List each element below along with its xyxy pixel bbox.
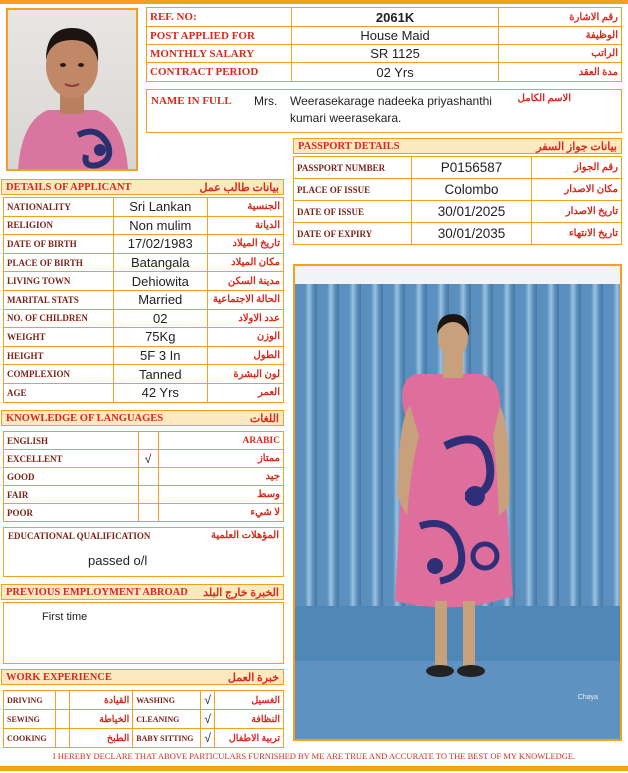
education-box [3,527,284,577]
work-skill-label: COOKING [4,729,56,748]
name-box [146,89,622,133]
top-border [0,0,628,4]
photo-watermark [578,694,598,701]
applicant-row [4,383,284,402]
applicant-row-ar: الطول [208,346,284,365]
passport-table [293,156,622,245]
applicant-row-ar: الديانة [208,216,284,235]
work-skill-label: CLEANING [133,710,201,729]
portrait-illustration [8,10,136,169]
previous-header [1,584,284,600]
work-skill-ar: القيادة [69,691,133,710]
applicant-row [4,328,284,347]
ref-value: 2061K [291,8,498,27]
applicant-row [4,309,284,328]
applicant-row-value: 17/02/1983 [113,235,208,254]
applicant-row [4,253,284,272]
full-length-photo [293,264,622,741]
education-value: passed o/l [88,553,148,568]
work-skill-check [55,691,69,710]
work-row [4,710,284,729]
applicant-row-label: MARITAL STATS [4,290,114,309]
post-ar: الوظيفة [499,27,622,45]
top-info-table [146,7,622,82]
applicant-row-ar: عدد الاولاد [208,309,284,328]
applicant-row-value: 42 Yrs [113,383,208,402]
language-level-label: EXCELLENT [4,450,139,468]
contract-value: 02 Yrs [291,63,498,82]
portrait-photo [6,8,138,171]
bottom-border [0,766,628,771]
passport-row-label: DATE OF EXPIRY [294,223,412,245]
work-skill-ar: النظافة [215,710,284,729]
post-label: POST APPLIED FOR [147,27,292,45]
languages-col-english: ENGLISH [4,432,139,450]
applicant-row [4,216,284,235]
passport-header-ar: بيانات جواز السفر [536,140,617,153]
applicant-row-value: 5F 3 In [113,346,208,365]
applicant-row-ar: مكان الميلاد [208,253,284,272]
applicant-row-ar: الحالة الاجتماعية [208,290,284,309]
work-table [3,690,284,748]
applicant-table [3,197,284,403]
applicant-row-label: DATE OF BIRTH [4,235,114,254]
language-level-label: POOR [4,504,139,522]
education-label: EDUCATIONAL QUALIFICATION [8,531,151,541]
name-line1: Weerasekarage nadeeka priyashanthi [290,94,492,108]
work-skill-check [55,710,69,729]
applicant-row-value: 02 [113,309,208,328]
work-skill-check: √ [201,710,215,729]
work-skill-ar: تربية الاطفال [215,729,284,748]
applicant-row-value: Married [113,290,208,309]
language-level-check [138,504,158,522]
work-skill-label: BABY SITTING [133,729,201,748]
name-label: NAME IN FULL [151,95,232,107]
passport-row-label: PLACE OF ISSUE [294,179,412,201]
applicant-row-ar: الجنسية [208,198,284,217]
watermark-text: Chaya [577,694,598,701]
work-row [4,691,284,710]
applicant-row-label: COMPLEXION [4,365,114,384]
languages-header-ar: اللغات [249,412,279,425]
language-level-ar: ممتاز [158,450,284,468]
declaration: I HEREBY DECLARE THAT ABOVE PARTICULARS FURNISHED BY ME ARE TRUE AND ACCURATE TO THE BEST OF MY KNOWLEDGE. [52,751,576,761]
work-header-ar: خبرة العمل [227,671,279,684]
passport-row-label: DATE OF ISSUE [294,201,412,223]
applicant-row-label: LIVING TOWN [4,272,114,291]
applicant-header-en: DETAILS OF APPLICANT [6,181,132,193]
applicant-row-value: Non mulim [113,216,208,235]
post-value: House Maid [291,27,498,45]
work-skill-ar: الخياطة [69,710,133,729]
name-title: Mrs. [254,94,278,108]
work-row [4,729,284,748]
applicant-row-ar: الوزن [208,328,284,347]
previous-header-ar: الخبرة خارج البلد [203,586,279,599]
language-level-check [138,486,158,504]
applicant-row-label: WEIGHT [4,328,114,347]
language-level-check [138,468,158,486]
applicant-row [4,365,284,384]
languages-header [1,410,284,426]
applicant-row-value: Dehiowita [113,272,208,291]
passport-row-value: Colombo [411,179,532,201]
passport-row [294,179,622,201]
passport-row-ar: تاريخ الانتهاء [532,223,622,245]
work-skill-label: DRIVING [4,691,56,710]
applicant-row-ar: تاريخ الميلاد [208,235,284,254]
work-header-en: WORK EXPERIENCE [6,671,112,683]
passport-row-value: 30/01/2035 [411,223,532,245]
languages-header-row [4,432,284,450]
applicant-row [4,290,284,309]
language-level-label: FAIR [4,486,139,504]
contract-label: CONTRACT PERIOD [147,63,292,82]
work-skill-ar: الغسيل [215,691,284,710]
passport-row-label: PASSPORT NUMBER [294,157,412,179]
name-ar: الاسم الكامل [517,93,571,104]
work-skill-check [55,729,69,748]
applicant-row-ar: مدينة السكن [208,272,284,291]
applicant-row-label: PLACE OF BIRTH [4,253,114,272]
applicant-row-value: 75Kg [113,328,208,347]
applicant-row-label: NATIONALITY [4,198,114,217]
applicant-row [4,272,284,291]
applicant-row-ar: لون البشرة [208,365,284,384]
passport-row-ar: تاريخ الاصدار [532,201,622,223]
languages-col-blank [138,432,158,450]
previous-box [3,602,284,664]
applicant-header-ar: بيانات طالب عمل [199,181,279,194]
languages-table [3,431,284,522]
passport-row [294,157,622,179]
language-level-row [4,504,284,522]
work-skill-ar: الطبخ [69,729,133,748]
full-length-illustration [295,266,620,739]
language-level-ar: وسط [158,486,284,504]
education-ar: المؤهلات العلمية [210,530,279,541]
work-skill-label: SEWING [4,710,56,729]
passport-header-en: PASSPORT DETAILS [298,140,400,152]
applicant-row-label: HEIGHT [4,346,114,365]
contract-ar: مدة العقد [499,63,622,82]
applicant-row-label: AGE [4,383,114,402]
applicant-row [4,346,284,365]
languages-col-arabic: ARABIC [158,432,284,450]
passport-row-ar: رقم الجواز [532,157,622,179]
language-level-row [4,486,284,504]
language-level-row [4,450,284,468]
ref-label: REF. NO: [147,8,292,27]
salary-ar: الراتب [499,45,622,63]
applicant-header [1,179,284,195]
applicant-row-label: NO. OF CHILDREN [4,309,114,328]
passport-row-value: 30/01/2025 [411,201,532,223]
applicant-row-ar: العمر [208,383,284,402]
applicant-row [4,235,284,254]
language-level-ar: جيد [158,468,284,486]
applicant-row-value: Sri Lankan [113,198,208,217]
applicant-row [4,198,284,217]
previous-value: First time [42,611,88,623]
work-header [1,669,284,685]
passport-row-value: P0156587 [411,157,532,179]
work-skill-check: √ [201,729,215,748]
languages-header-en: KNOWLEDGE OF LANGUAGES [6,412,164,424]
name-line2: kumari weerasekara. [290,111,402,125]
language-level-check: √ [138,450,158,468]
language-level-row [4,468,284,486]
applicant-row-value: Tanned [113,365,208,384]
work-skill-label: WASHING [133,691,201,710]
passport-row [294,223,622,245]
language-level-label: GOOD [4,468,139,486]
passport-row-ar: مكان الاصدار [532,179,622,201]
passport-header [293,138,622,154]
salary-value: SR 1125 [291,45,498,63]
passport-row [294,201,622,223]
applicant-row-label: RELIGION [4,216,114,235]
salary-label: MONTHLY SALARY [147,45,292,63]
work-skill-check: √ [201,691,215,710]
previous-header-en: PREVIOUS EMPLOYMENT ABROAD [6,586,188,598]
ref-ar: رقم الاشارة [499,8,622,27]
language-level-ar: لا شيء [158,504,284,522]
applicant-row-value: Batangala [113,253,208,272]
